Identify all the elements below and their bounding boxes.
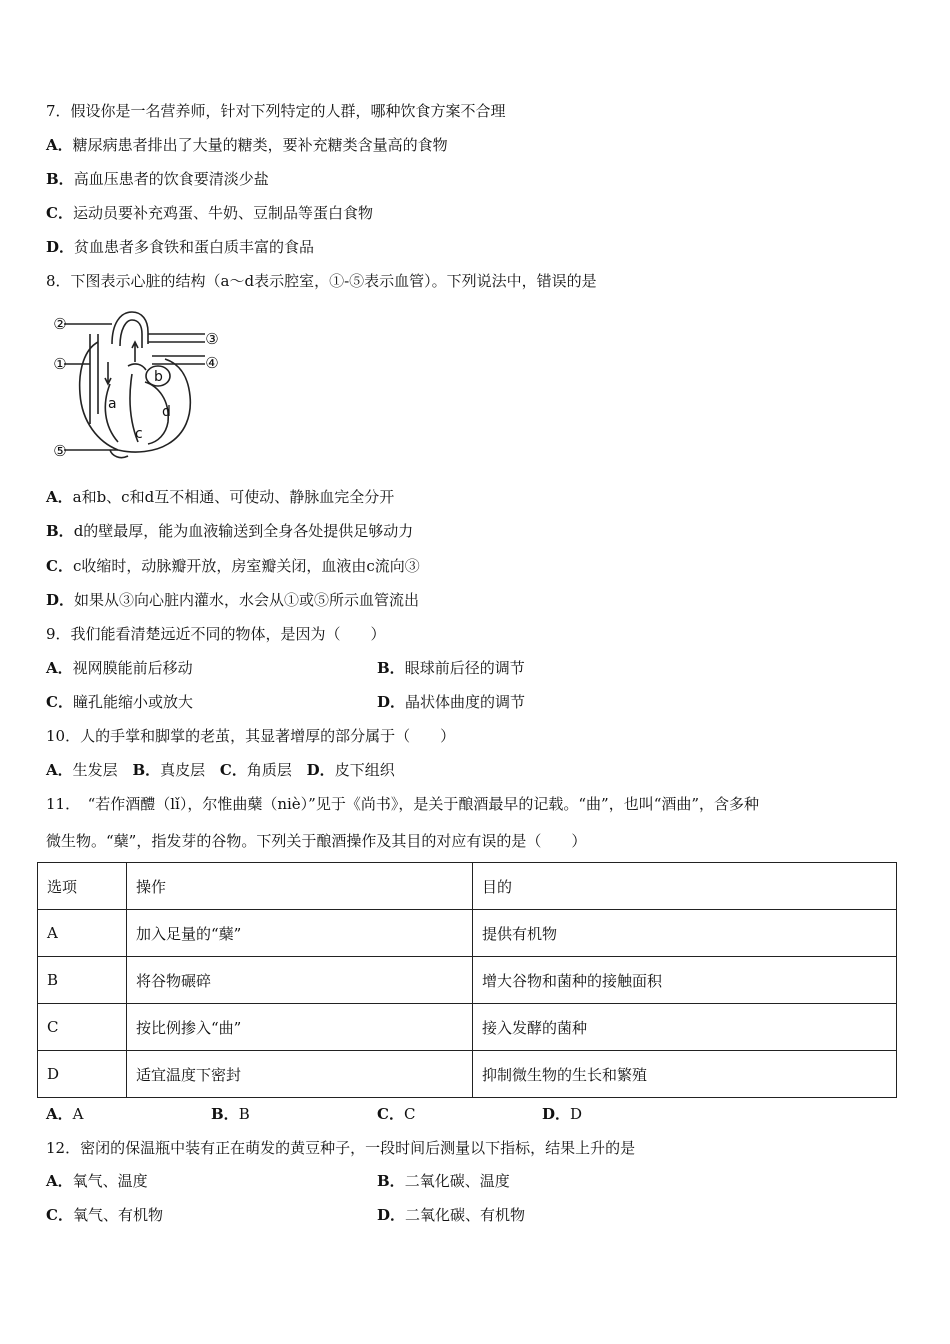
q7-option-a: A．糖尿病患者排出了大量的糖类，要补充糖类含量高的食物 [46,136,448,154]
q9-option-d: D．晶状体曲度的调节 [377,693,526,711]
heart-diagram [40,304,230,468]
label-2: ② [53,315,67,333]
q7-option-d: D．贫血患者多食铁和蛋白质丰富的食品 [46,238,315,256]
q9-option-b: B．眼球前后径的调节 [377,659,525,677]
label-3: ③ [205,330,219,348]
q11-stem-line2: 微生物。“蘖”，指发芽的谷物。下列关于酿酒操作及其目的对应有误的是（ ） [46,832,587,850]
table-row [38,910,897,957]
q9-option-a: A．视网膜能前后移动 [46,659,193,677]
q11-option-a: A．A [46,1105,84,1123]
q11-option-d: D．D [542,1105,583,1123]
q11-stem-line1: 11． “若作酒醴（lǐ），尔惟曲蘖（niè）”见于《尚书》，是关于酿酒最早的记载。“曲”，也叫“酒曲”，含多种 [46,795,760,813]
label-a: a [108,396,117,412]
q10-stem: 10．人的手掌和脚掌的老茧，其显著增厚的部分属于（ ） [46,727,456,745]
q12-stem: 12．密闭的保温瓶中装有正在萌发的黄豆种子，一段时间后测量以下指标，结果上升的是 [46,1139,636,1157]
table-cell: 抑制微生物的生长和繁殖 [473,1051,897,1098]
label-d: d [162,404,171,420]
q9-option-c: C．瞳孔能缩小或放大 [46,693,193,711]
label-c: c [135,426,143,442]
table-row [38,1051,897,1098]
table-cell: 提供有机物 [473,910,897,957]
table-cell: 按比例掺入“曲” [127,1004,473,1051]
label-5: ⑤ [53,442,67,460]
table-header-cell: 选项 [38,863,127,910]
table-row [38,1004,897,1051]
q8-stem: 8．下图表示心脏的结构（a～d表示腔室，①-⑤表示血管）。下列说法中，错误的是 [46,272,597,290]
q8-option-d: D．如果从③向心脏内灌水，水会从①或⑤所示血管流出 [46,591,420,609]
q12-option-b: B．二氧化碳、温度 [377,1172,510,1190]
q7-stem: 7．假设你是一名营养师，针对下列特定的人群，哪种饮食方案不合理 [46,102,506,120]
q11-table [37,862,897,1098]
table-cell: 增大谷物和菌种的接触面积 [473,957,897,1004]
q8-option-c: C．c收缩时，动脉瓣开放，房室瓣关闭，血液由c流向③ [46,557,420,575]
table-cell: 加入足量的“蘖” [127,910,473,957]
table-cell: 接入发酵的菌种 [473,1004,897,1051]
table-cell: B [38,957,127,1004]
table-header-cell: 操作 [127,863,473,910]
q10-options: A．生发层 B．真皮层 C．角质层 D．皮下组织 [46,761,395,779]
table-header-row [38,863,897,910]
q8-option-b: B．d的壁最厚，能为血液输送到全身各处提供足够动力 [46,522,414,540]
table-cell: D [38,1051,127,1098]
q9-stem: 9．我们能看清楚远近不同的物体，是因为（ ） [46,625,386,643]
label-4: ④ [205,354,219,372]
q7-option-c: C．运动员要补充鸡蛋、牛奶、豆制品等蛋白食物 [46,204,373,222]
q8-option-a: A．a和b、c和d互不相通、可使动、静脉血完全分开 [46,488,395,506]
table-row [38,957,897,1004]
q12-option-a: A．氧气、温度 [46,1172,148,1190]
q11-option-c: C．C [377,1105,416,1123]
label-1: ① [53,355,67,373]
q7-option-b: B．高血压患者的饮食要清淡少盐 [46,170,269,188]
q11-option-b: B．B [211,1105,250,1123]
table-cell: 将谷物碾碎 [127,957,473,1004]
table-cell: 适宜温度下密封 [127,1051,473,1098]
label-b: b [154,369,163,385]
table-header-cell: 目的 [473,863,897,910]
table-cell: A [38,910,127,957]
q12-option-d: D．二氧化碳、有机物 [377,1206,526,1224]
q12-option-c: C．氧气、有机物 [46,1206,163,1224]
table-cell: C [38,1004,127,1051]
